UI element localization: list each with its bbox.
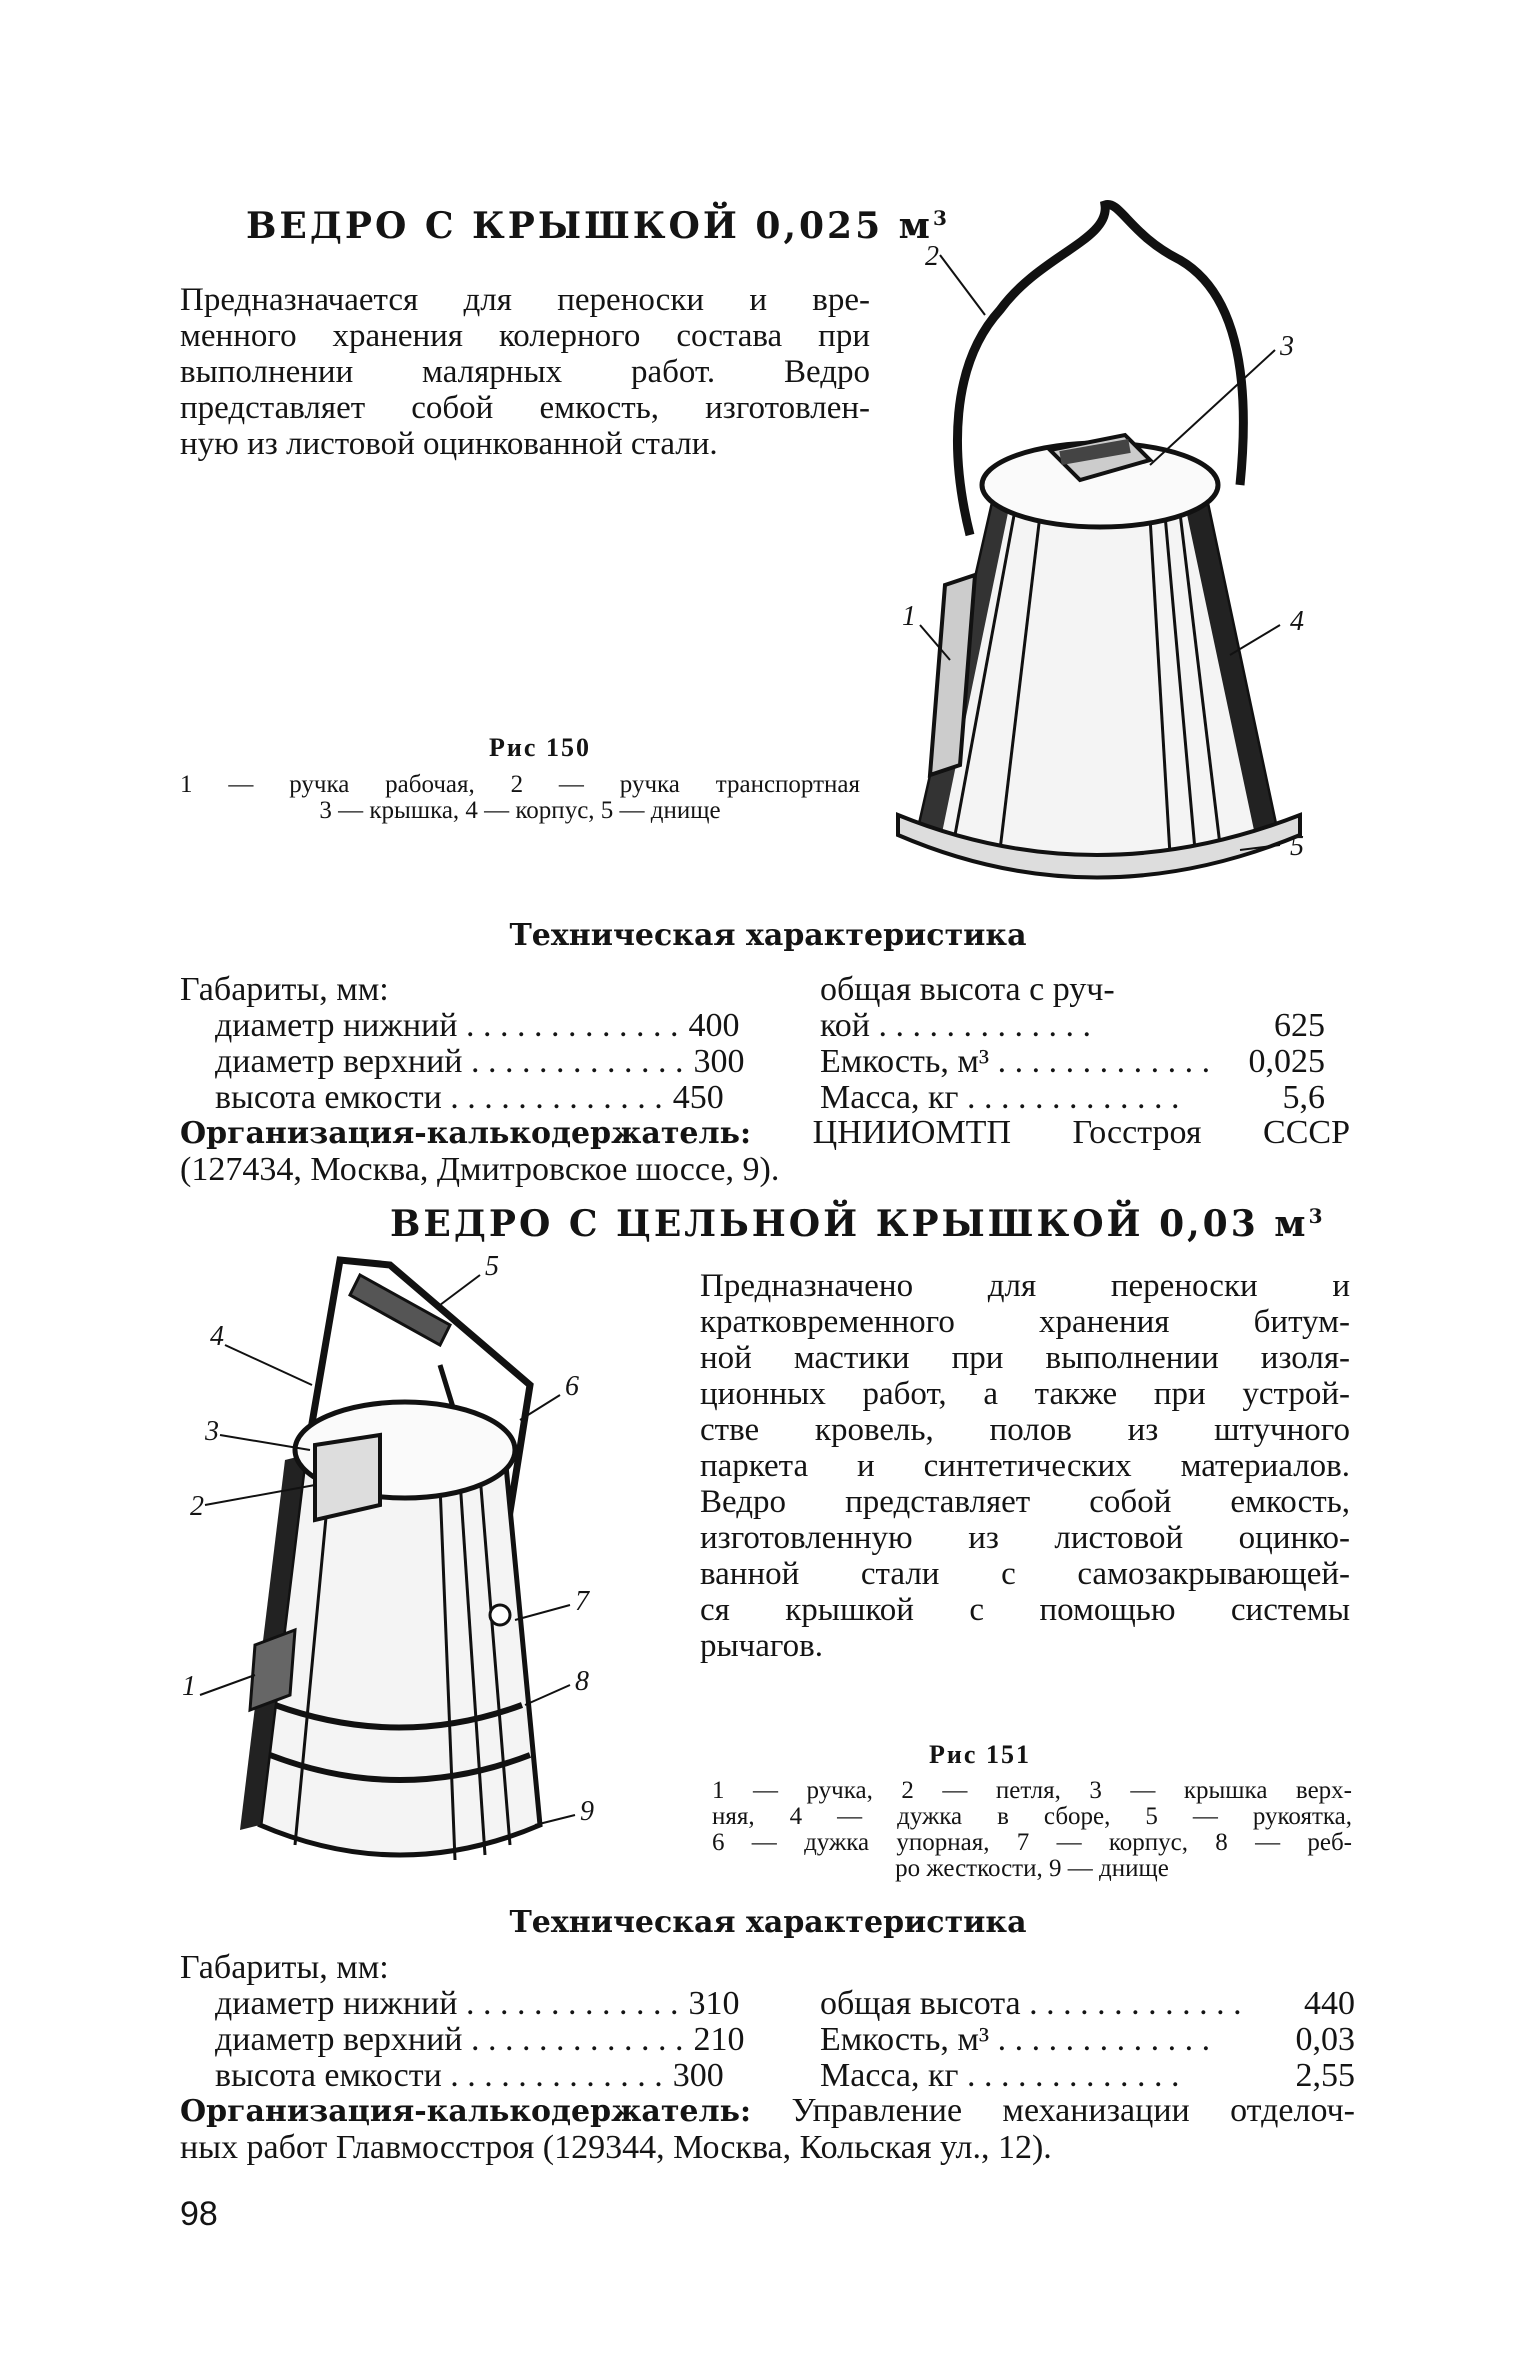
page-number: 98 bbox=[180, 2195, 218, 2233]
spec-row: Масса, кг . . 5,6 bbox=[820, 1080, 1325, 1116]
spec-row: диаметр верхний . . 210 bbox=[215, 2022, 715, 2058]
figure-151-caption: 1 — ручка, 2 — петля, 3 — крышка верх- няя, 4 — дужка в сборе, 5 — рукоятка, 6 — дужка упорная, 7 — корпус, 8 — реб- ро жесткости, 9 — днище bbox=[712, 1777, 1352, 1882]
figure-150-caption: 1 — ручка рабочая, 2 — ручка транспортная 3 — крышка, 4 — корпус, 5 — днище bbox=[180, 771, 860, 824]
spec-row: диаметр верхний . . 300 bbox=[215, 1044, 715, 1080]
item2-title: ВЕДРО С ЦЕЛЬНОЙ КРЫШКОЙ 0,03 $м^3$ bbox=[390, 1203, 1326, 1245]
callout-2: 2 bbox=[190, 1491, 204, 1522]
item1-description: Предназначается для переноски и вре- менного хранения колерного состава при выполнении малярных работ. Ведро представляет собой емкость, изготовлен- ную из листовой оцинкованной стали. bbox=[180, 282, 870, 462]
spec-row: диаметр нижний . . 400 bbox=[215, 1008, 715, 1044]
callout-1: 1 bbox=[182, 1671, 196, 1702]
callout-6: 6 bbox=[565, 1371, 579, 1402]
item1-title: ВЕДРО С КРЫШКОЙ 0,025 $м^3$ bbox=[246, 205, 950, 247]
item2-description: Предназначено для переноски и кратковременного хранения битум- ной мастики при выполнении изоля- ционных работ, а также при устрой- стве кровель, полов из штучного паркета и синтетических материалов. Ведро представляет собой емкость, изготовленную из листовой оцинко- ванной стали с самозакрывающей- ся крышкой с помощью системы рычагов. bbox=[700, 1268, 1350, 1664]
spec-row: высота емкости . . 450 bbox=[215, 1080, 715, 1116]
callout-3: 3 bbox=[1280, 331, 1294, 362]
item1-specs-left bbox=[215, 1007, 745, 1116]
spec-row: высота емкости . . 300 bbox=[215, 2058, 715, 2094]
callout-4: 4 bbox=[1290, 606, 1304, 637]
spec-row: диаметр нижний . . 310 bbox=[215, 1986, 715, 2022]
item2-specs-left bbox=[215, 1985, 745, 2094]
callout-4: 4 bbox=[210, 1321, 224, 1352]
spec-row: Емкость, м³ . . 0,03 bbox=[820, 2022, 1355, 2058]
item2-specs-right bbox=[820, 1986, 1355, 2094]
item2-organization: Организация-калькодержатель: Управление механизации отделоч- ных работ Главмосстроя (129344, Москва, Кольская ул., 12). bbox=[180, 2092, 1355, 2166]
callout-9: 9 bbox=[580, 1796, 594, 1827]
callout-7: 7 bbox=[575, 1586, 589, 1617]
callout-8: 8 bbox=[575, 1666, 589, 1697]
item2-dims-label: Габариты, мм: bbox=[180, 1949, 389, 1986]
item2-spec-heading: Техническая характеристика bbox=[509, 1905, 1027, 1940]
item1-specs-right bbox=[820, 972, 1325, 1116]
callout-5: 5 bbox=[485, 1251, 499, 1282]
item1-organization: Организация-калькодержатель: ЦНИИОМТП Госстроя СССР (127434, Москва, Дмитровское шоссе, 9). bbox=[180, 1114, 1351, 1188]
callout-1: 1 bbox=[902, 601, 916, 632]
spec-row: Емкость, м³ . . 0,025 bbox=[820, 1044, 1325, 1080]
figure-150-bucket-illustration bbox=[880, 195, 1340, 915]
spec-row: Масса, кг . . 2,55 bbox=[820, 2058, 1355, 2094]
figure-151-bucket-illustration bbox=[182, 1245, 620, 1885]
item1-spec-heading: Техническая характеристика bbox=[509, 918, 1027, 953]
figure-151-label: Рис 151 bbox=[929, 1740, 1031, 1769]
spec-row: кой . . 625 bbox=[820, 1008, 1325, 1044]
callout-2: 2 bbox=[925, 241, 939, 272]
spec-row: общая высота . . 440 bbox=[820, 1986, 1355, 2022]
item1-dims-label: Габариты, мм: bbox=[180, 971, 389, 1008]
callout-5: 5 bbox=[1290, 831, 1304, 862]
spec-row: общая высота с руч- bbox=[820, 971, 1115, 1008]
figure-150-label: Рис 150 bbox=[489, 733, 591, 762]
callout-3: 3 bbox=[205, 1416, 219, 1447]
